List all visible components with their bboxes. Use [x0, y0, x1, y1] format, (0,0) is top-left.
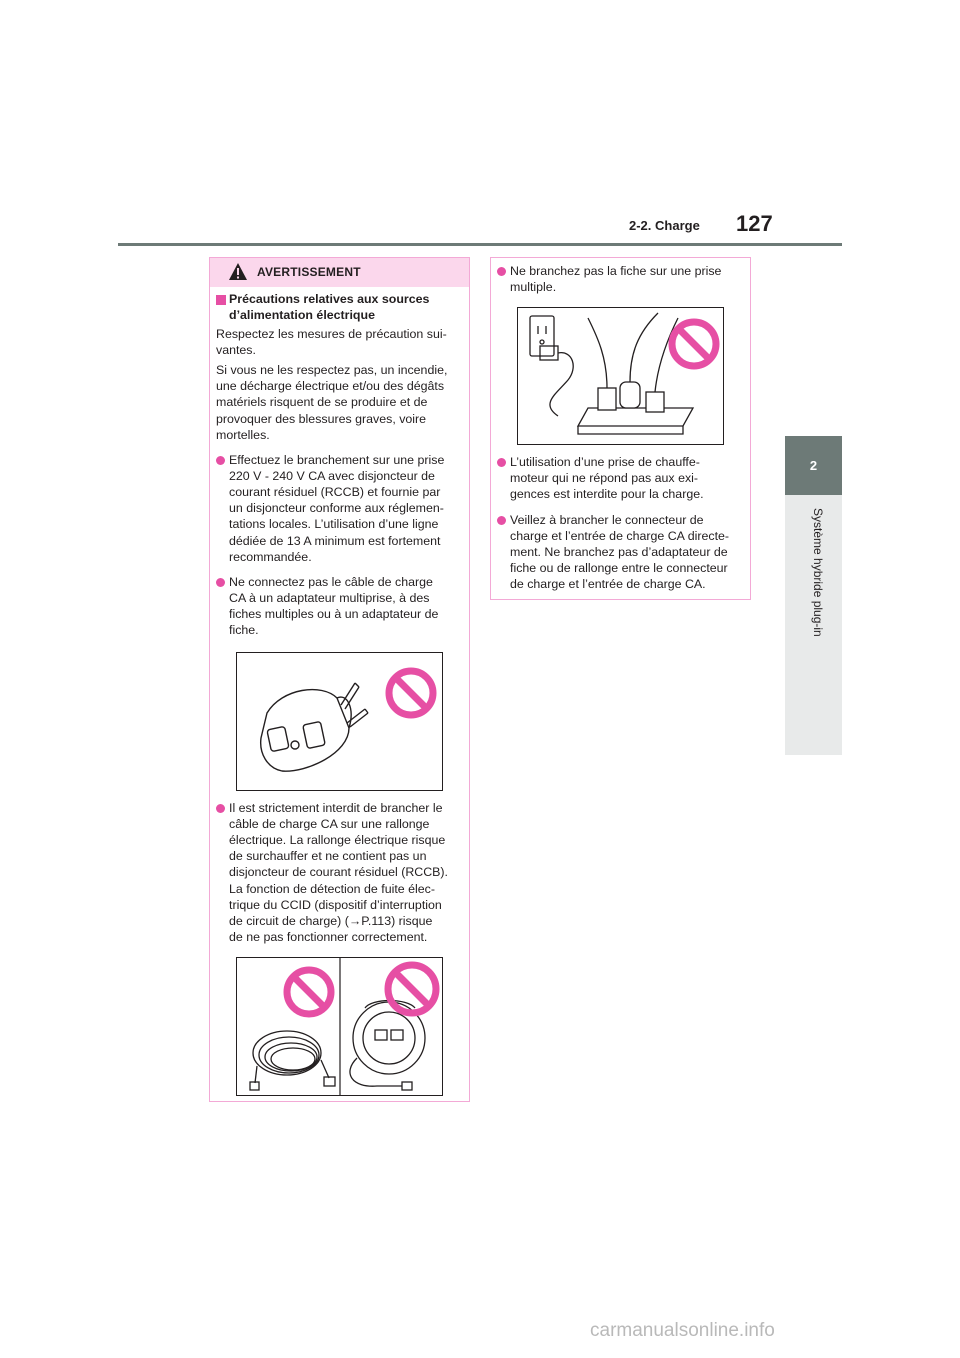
bullet-line: Veillez à brancher le connecteur de — [510, 513, 704, 527]
bullet-line: fiche ou de rallonge entre le connecteur — [510, 561, 728, 575]
warning-heading-line: Précautions relatives aux sources — [229, 292, 430, 306]
bullet-line: de ne pas fonctionner correctement. — [229, 930, 428, 944]
prohibited-icon — [668, 318, 720, 370]
risk-line: provoquer des blessures graves, voire — [216, 412, 427, 426]
heading-square-icon — [216, 295, 226, 305]
intro-line: vantes. — [216, 343, 256, 357]
warning-heading-line: d’alimentation électrique — [229, 308, 375, 322]
warning-triangle-icon — [228, 262, 248, 281]
prohibited-icon — [283, 966, 335, 1018]
bullet-line: ment. Ne branchez pas d’adaptateur de — [510, 545, 728, 559]
power-strip-figure — [517, 307, 724, 445]
bullet-dot-icon — [216, 578, 225, 587]
prohibited-icon — [383, 960, 441, 1018]
warning-header — [210, 258, 469, 287]
bullet-line: L’utilisation d’une prise de chauffe- — [510, 455, 700, 469]
chapter-tab-label: Système hybride plug-in — [811, 508, 825, 637]
bullet-line: Ne connectez pas le câble de charge — [229, 575, 433, 589]
bullet-dot-icon — [497, 458, 506, 467]
bullet-line: un disjoncteur conforme aux réglemen- — [229, 501, 444, 515]
extension-cord-figure — [236, 957, 443, 1096]
warning-box-right — [490, 257, 751, 600]
warning-title: AVERTISSEMENT — [257, 265, 361, 279]
bullet-dot-icon — [216, 804, 225, 813]
chapter-tab: 2 — [785, 436, 842, 495]
bullet-line: Ne branchez pas la fiche sur une prise — [510, 264, 722, 278]
risk-line: mortelles. — [216, 428, 270, 442]
bullet-line: courant résiduel (RCCB) et fournie par — [229, 485, 441, 499]
risk-line: Si vous ne les respectez pas, un incendie, — [216, 363, 448, 377]
bullet-line: fiches multiples ou à un adaptateur de — [229, 607, 439, 621]
risk-line: matériels risquent de se produire et de — [216, 395, 428, 409]
bullet-line: électrique. La rallonge électrique risque — [229, 833, 446, 847]
bullet-line: de circuit de charge) (→P.113) risque — [229, 914, 433, 928]
bullet-dot-icon — [216, 456, 225, 465]
warning-box-left — [209, 257, 470, 1102]
prohibited-icon — [385, 667, 437, 719]
bullet-line: moteur qui ne répond pas aux exi- — [510, 471, 699, 485]
bullet-line: fiche. — [229, 623, 259, 637]
watermark: carmanualsonline.info — [590, 1320, 775, 1341]
bullet-line: tations locales. L’utilisation d’une ligne — [229, 517, 439, 531]
bullet-line: dédiée de 13 A minimum est fortement — [229, 534, 441, 548]
plug-adapter-figure — [236, 652, 443, 791]
bullet-line: La fonction de détection de fuite élec- — [229, 882, 435, 896]
bullet-line: CA à un adaptateur multiprise, à des — [229, 591, 430, 605]
bullet-line: de charge et l’entrée de charge CA. — [510, 577, 706, 591]
risk-line: une décharge électrique et/ou des dégâts — [216, 379, 445, 393]
bullet-line: disjoncteur de courant résiduel (RCCB). — [229, 865, 448, 879]
bullet-dot-icon — [497, 516, 506, 525]
bullet-line: Effectuez le branchement sur une prise — [229, 453, 445, 467]
bullet-line: recommandée. — [229, 550, 312, 564]
bullet-line: gences est interdite pour la charge. — [510, 487, 704, 501]
header-section-title: 2-2. Charge — [629, 218, 700, 233]
bullet-line: Il est strictement interdit de brancher le — [229, 801, 443, 815]
bullet-line: câble de charge CA sur une rallonge — [229, 817, 430, 831]
bullet-line: 220 V - 240 V CA avec disjoncteur de — [229, 469, 435, 483]
bullet-line: charge et l’entrée de charge CA directe- — [510, 529, 730, 543]
bullet-line: de surchauffer et ne contient pas un — [229, 849, 427, 863]
page-number: 127 — [736, 211, 773, 236]
bullet-line: multiple. — [510, 280, 557, 294]
intro-line: Respectez les mesures de précaution sui- — [216, 327, 447, 341]
bullet-line: trique du CCID (dispositif d’interruption — [229, 898, 442, 912]
bullet-dot-icon — [497, 267, 506, 276]
header-rule — [118, 243, 842, 246]
